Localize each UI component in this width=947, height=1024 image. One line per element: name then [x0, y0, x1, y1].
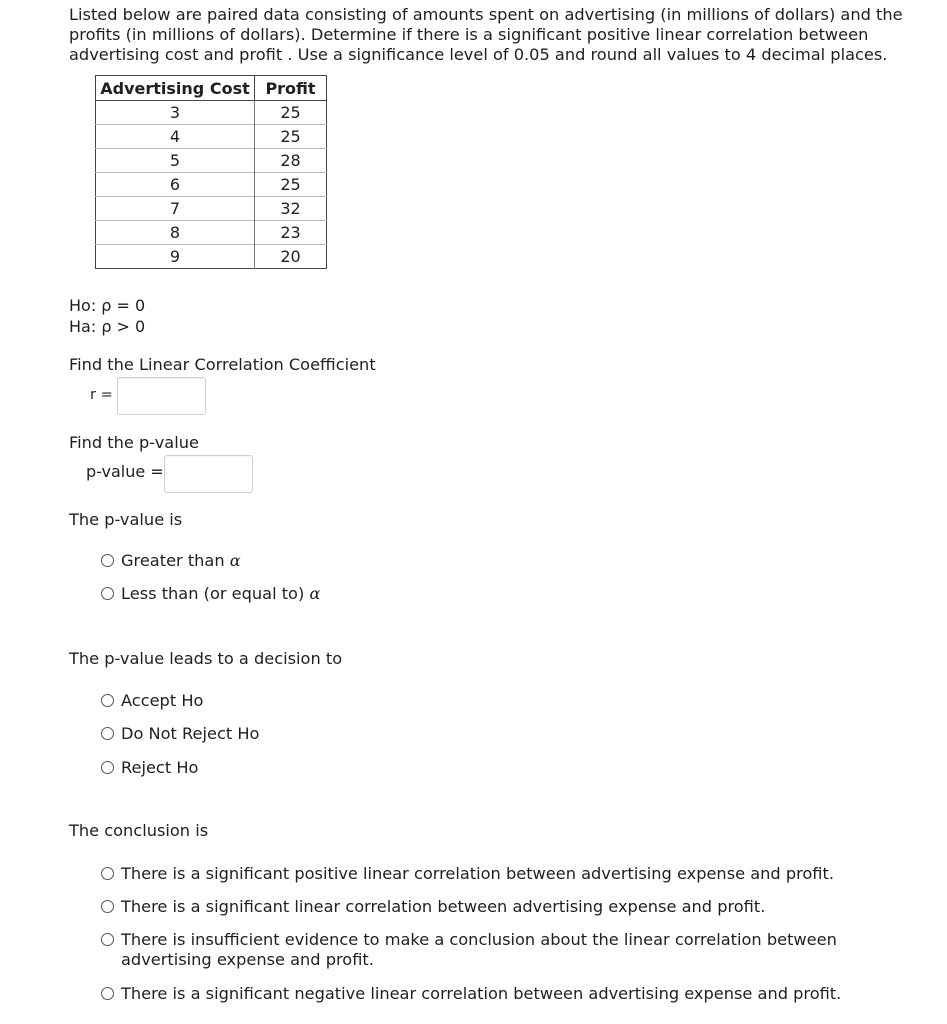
radio-option-greater-than-alpha[interactable] — [101, 551, 241, 571]
null-hypothesis: Ho: ρ = 0 — [69, 296, 146, 315]
radio-option-insufficient-evidence[interactable] — [101, 930, 921, 970]
option-label: There is a significant positive linear correlation between advertising expense and profit. — [121, 864, 834, 883]
cell-advertising-cost: 8 — [96, 221, 255, 245]
cell-advertising-cost: 5 — [96, 149, 255, 173]
radio-option-significant-negative[interactable] — [101, 984, 901, 1004]
radio-button[interactable] — [101, 867, 114, 880]
radio-button[interactable] — [101, 554, 114, 567]
column-header-advertising-cost: Advertising Cost — [96, 76, 255, 101]
radio-option-less-than-alpha[interactable] — [101, 584, 320, 604]
problem-statement: Listed below are paired data consisting of amounts spent on advertising (in millions of dollars) and the profits (in millions of dollars). Determine if there is a significant positive linear correlation between advertising cost and profit . Use a significance level of 0.05 and round all values to 4 decimal places. — [69, 5, 903, 64]
option-label: There is insufficient evidence to make a conclusion about the linear correlation between advertising expense and profit. — [121, 930, 837, 969]
option-label: There is a significant linear correlation between advertising expense and profit. — [121, 897, 766, 916]
cell-advertising-cost: 3 — [169, 103, 181, 122]
table-header-row — [96, 76, 327, 101]
radio-button[interactable] — [101, 694, 114, 707]
cell-advertising-cost: 7 — [96, 197, 255, 221]
table-row — [96, 245, 327, 269]
alpha-symbol: α — [229, 551, 241, 570]
cell-advertising-cost: 9 — [96, 245, 255, 269]
table-row — [96, 101, 327, 125]
cell-advertising-cost: 4 — [96, 125, 255, 149]
alpha-symbol: α — [309, 584, 321, 603]
r-label: r = — [90, 387, 113, 403]
radio-option-do-not-reject-ho[interactable] — [101, 724, 259, 744]
cell-profit: 32 — [255, 197, 327, 221]
decision-heading: The p-value leads to a decision to — [69, 649, 343, 668]
table-row — [96, 149, 327, 173]
table-row — [96, 173, 327, 197]
option-label: There is a significant negative linear correlation between advertising expense and profit. — [121, 984, 842, 1003]
conclusion-heading: The conclusion is — [69, 821, 209, 840]
pvalue-label: p-value = — [86, 462, 164, 481]
pvalue-heading: Find the p-value — [69, 433, 199, 452]
cell-profit: 25 — [255, 125, 327, 149]
table-row — [96, 197, 327, 221]
radio-option-significant-positive[interactable] — [101, 864, 901, 884]
alternative-hypothesis: Ha: ρ > 0 — [69, 317, 146, 336]
radio-option-significant-linear[interactable] — [101, 897, 901, 917]
table-row — [96, 125, 327, 149]
cell-profit: 23 — [255, 221, 327, 245]
option-label: Do Not Reject Ho — [121, 724, 260, 743]
data-table — [95, 75, 327, 269]
radio-option-accept-ho[interactable] — [101, 691, 203, 711]
correlation-heading: Find the Linear Correlation Coefficient — [69, 355, 376, 374]
option-label: Greater than α — [121, 551, 241, 570]
column-header-profit: Profit — [255, 76, 327, 101]
option-label: Less than (or equal to) α — [121, 584, 321, 603]
r-input[interactable] — [117, 377, 206, 415]
comparison-heading: The p-value is — [69, 510, 183, 529]
cell-profit: 20 — [255, 245, 327, 269]
table-row — [96, 221, 327, 245]
cell-profit: 25 — [255, 173, 327, 197]
cell-advertising-cost: 6 — [96, 173, 255, 197]
radio-button[interactable] — [101, 987, 114, 1000]
radio-button[interactable] — [101, 900, 114, 913]
option-label: Reject Ho — [121, 758, 199, 777]
radio-button[interactable] — [101, 727, 114, 740]
radio-button[interactable] — [101, 587, 114, 600]
cell-profit: 25 — [255, 101, 327, 125]
radio-option-reject-ho[interactable] — [101, 758, 198, 778]
radio-button[interactable] — [101, 933, 114, 946]
option-label: Accept Ho — [121, 691, 204, 710]
cell-profit: 28 — [255, 149, 327, 173]
pvalue-input[interactable] — [164, 455, 253, 493]
radio-button[interactable] — [101, 761, 114, 774]
